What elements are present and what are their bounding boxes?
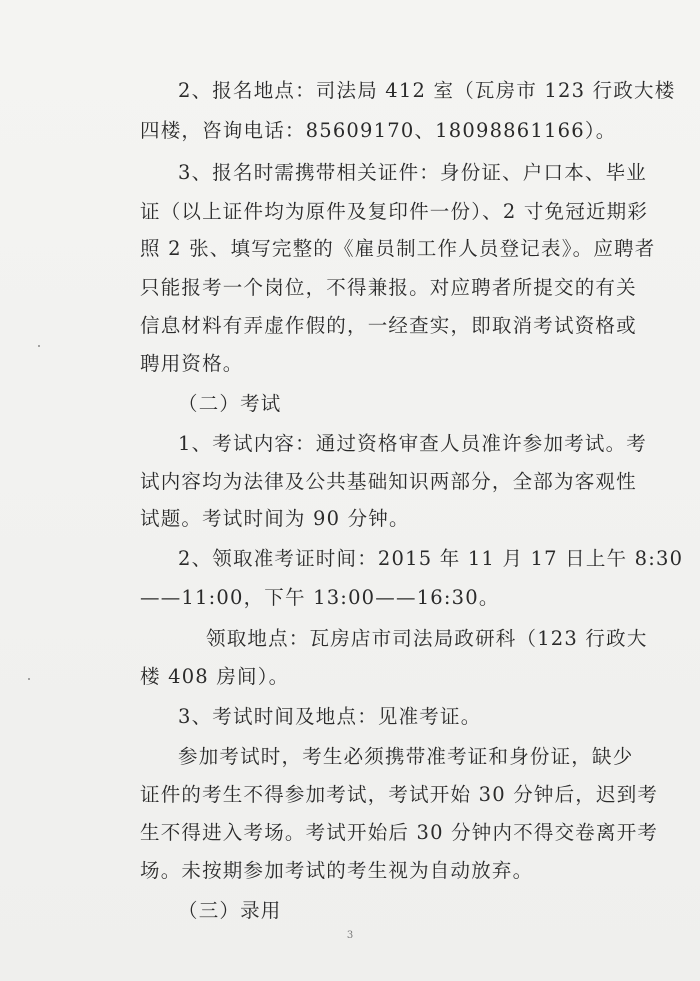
text-line-documents-3: 照 2 张、填写完整的《雇员制工作人员登记表》。应聘者 [140,237,656,260]
text-line-exam-content-2: 试内容均为法律及公共基础知识两部分，全部为客观性 [140,470,637,493]
text-line-documents-6: 聘用资格。 [140,352,244,375]
scan-speck [38,345,40,347]
text-line-admission-ticket-time-2: ——11:00，下午 13:00——16:30。 [140,586,500,609]
text-line-documents-5: 信息材料有弄虚作假的，一经查实，即取消考试资格或 [140,314,637,337]
text-line-exam-time-place: 3、考试时间及地点：见准考证。 [178,705,482,728]
text-line-exam-content-3: 试题。考试时间为 90 分钟。 [140,507,410,530]
text-line-exam-rules-3: 生不得进入考场。考试开始后 30 分钟内不得交卷离开考 [140,821,659,844]
text-line-documents: 3、报名时需携带相关证件：身份证、户口本、毕业 [178,161,648,184]
page-number: 3 [346,930,354,941]
text-line-exam-rules-4: 场。未按期参加考试的考生视为自动放弃。 [140,859,534,882]
text-line-pickup-location: 领取地点：瓦房店市司法局政研科（123 行政大 [206,627,648,650]
text-line-registration-phone: 四楼，咨询电话：85609170、18098861166）。 [140,119,617,142]
text-line-admission-ticket-time: 2、领取准考证时间：2015 年 11 月 17 日上午 8:30 [178,547,684,570]
scan-speck [28,678,30,680]
text-line-documents-4: 只能报考一个岗位，不得兼报。对应聘者所提交的有关 [140,276,637,299]
text-line-pickup-location-2: 楼 408 房间）。 [140,665,290,688]
text-line-exam-rules-2: 证件的考生不得参加考试，考试开始 30 分钟后，迟到考 [140,783,659,806]
section-heading-hiring: （三）录用 [178,899,282,922]
section-heading-exam: （二）考试 [178,392,282,415]
text-line-exam-content: 1、考试内容：通过资格审查人员准许参加考试。考 [178,432,648,455]
text-line-documents-2: 证（以上证件均为原件及复印件一份）、2 寸免冠近期彩 [140,200,649,223]
text-line-exam-rules: 参加考试时，考生必须携带准考证和身份证，缺少 [178,745,634,768]
text-line-registration-location: 2、报名地点：司法局 412 室（瓦房市 123 行政大楼 [178,79,676,102]
